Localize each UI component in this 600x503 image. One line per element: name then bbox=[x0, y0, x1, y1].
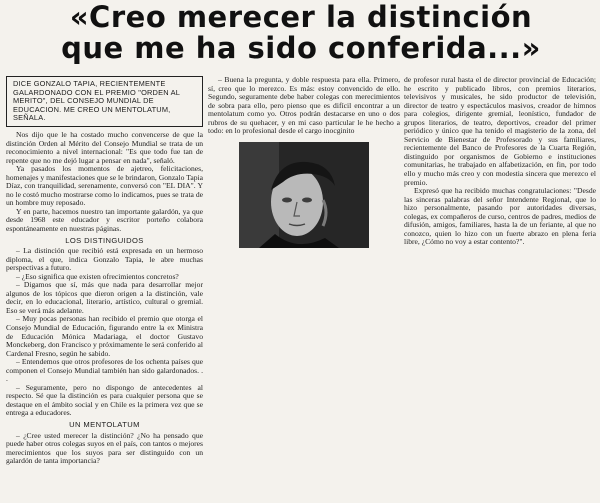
intro-box: DICE GONZALO TAPIA, RECIENTEMENTE GALARDONADO CON EL PREMIO "ORDEN AL MERITO", DEL CONSEJO MUNDIAL DE EDUCACION. ME CREO UN MENTOLATUM, SEÑALA. bbox=[6, 76, 203, 127]
paragraph: Ya pasados los momentos de ajetreo, felicitaciones, homenajes y manifestaciones que se le brindaron, Gonzalo Tapia Díaz, con tranquilidad, serenamente, conversó con "EL DIA". Y no le costó mucho mostrarse como lo indicamos, pues se trata de un hombre muy reposado. bbox=[6, 164, 203, 208]
column-1 bbox=[6, 76, 203, 466]
portrait-image bbox=[239, 142, 369, 248]
column-3 bbox=[404, 76, 596, 247]
paragraph: Nos dijo que le ha costado mucho convencerse de que la distinción Orden al Mérito del Consejo Mundial se trata de un reconocimiento a nivel internacional: "Es que todo fue tan de repente que no me dejó lugar a pensar en nada", señaló. bbox=[6, 129, 203, 165]
headline-line-1: «Creo merecer la distinción bbox=[69, 0, 533, 34]
paragraph: – La distinción que recibió está expresada en un hermoso diploma, el que, indica Gonzalo Tapia, le abre muchas perspectivas a futuro. bbox=[6, 246, 203, 273]
portrait-photo bbox=[239, 142, 369, 248]
subheading-distinguidos: LOS DISTINGUIDOS bbox=[65, 235, 144, 245]
paragraph: – Seguramente, pero no dispongo de antecedentes al respecto. Sé que la distinción es para cualquier persona que se destaque en el ámbito social y en Chile es la primera vez que se entrega a educadores. bbox=[6, 382, 203, 418]
paragraph: – Muy pocas personas han recibido el premio que otorga el Consejo Mundial de Educación, figurando entre la ex Ministra de Educación Mónica Madariaga, el doctor Gustavo Monckeberg, don Francisco y próximamente le será conferido al Cardenal Fresno, según he sabido. bbox=[6, 314, 203, 358]
paragraph: Expresó que ha recibido muchas congratulaciones: "Desde las sinceras palabras del señor Intendente Regional, que lo hizo personalmente, pasando por autoridades diversas, colegas, ex compañeros de curso, centros de padres, medios de difusión, amigos, familiares, hasta la de un feriante, al que no conozco, quien lo hizo con un fuerte abrazo en plena feria libre, ¿Cómo no voy a estar contento?". bbox=[404, 186, 596, 247]
subheading-mentolatum: UN MENTOLATUM bbox=[69, 420, 140, 430]
paragraph: – ¿Cree usted merecer la distinción? ¿No ha pensado que puede haber otros colegas suyos en el país, con tantos o mejores merecimientos que los suyos para ser distinguido con un galardón de tanta importancia? bbox=[6, 430, 203, 466]
paragraph: – Buena la pregunta, y doble respuesta para ella. Primero, sí, creo que lo merezco. Es más: estoy convencido de ello. Segundo, seguramente debe haber colegas con merecimientos de sobra para ello, pero pienso que es difícil encontrar a un mentolatum como yo. Otros podrán destacarse en uno o dos rubros de su quehacer, y en mi caso particular le he hecho a todo: en lo profesional desde el cargo inocginito bbox=[208, 75, 400, 136]
paragraph: – Digamos que sí, más que nada para desarrollar mejor algunos de los tópicos que dieron origen a la distinción, vale decir, en lo educacional, literario, artístico, cultural o gremial. Eso se verá más adelante. bbox=[6, 280, 203, 315]
headline bbox=[6, 2, 596, 64]
paragraph: de profesor rural hasta el de director provincial de Educación; he escrito y publicado libros, con premios literarios, televisivos y musicales, he sido productor de televisión, director de teatro y espectáculos masivos, creador de himnos para colegios, dirigente gremial, leonístico, fundador de grupos literarios, de teatro, deportivos, creador del primer periódico y único que ha tenido el magisterio de la zona, del Servicio de Bienestar de Profesorado y sus familiares, recientemente del Banco de Profesores de la Cuarta Región, distinguido por organismos de Gobierno e instituciones comunitarias, he trabajado en alfabetización, en fin, por todo ello y mucho más creo y con modestia sincera que merezco el premio. bbox=[404, 75, 596, 187]
paragraph: – Entendemos que otros profesores de los ochenta países que componen el Consejo Mundial también han sido galardonados. . . bbox=[6, 357, 203, 384]
paragraph: Y en parte, hacemos nuestro tan importante galardón, ya que desde 1968 este educador y escritor porteño colabora espontáneamente en nuestras páginas. bbox=[6, 206, 203, 233]
headline-line-2: que me ha sido conferida...» bbox=[61, 31, 541, 65]
paragraph: – ¿Eso significa que existen ofrecimientos concretos? bbox=[16, 271, 179, 281]
column-2 bbox=[208, 76, 400, 254]
